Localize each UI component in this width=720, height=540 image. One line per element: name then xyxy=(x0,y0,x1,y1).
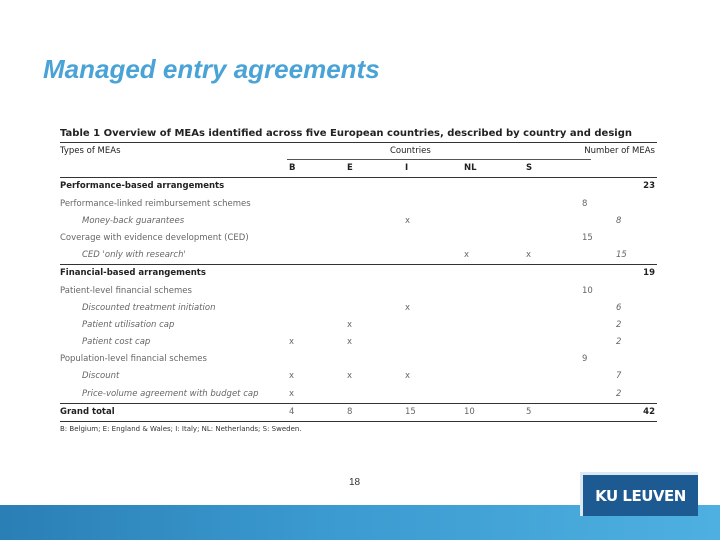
cell-b: 4 xyxy=(289,406,295,417)
table-row xyxy=(60,264,657,282)
table-row xyxy=(60,178,657,195)
header-e: E xyxy=(347,163,353,174)
row-label: Financial-based arrangements xyxy=(60,268,206,279)
cell-total: 42 xyxy=(643,406,655,417)
cell-count: 7 xyxy=(616,371,622,382)
table-row xyxy=(60,300,657,317)
row-label: Patient-level financial schemes xyxy=(60,285,192,296)
table-row xyxy=(60,213,657,230)
row-label: CED 'only with research' xyxy=(82,250,186,261)
header-countries: Countries xyxy=(390,146,431,156)
row-label: Coverage with evidence development (CED) xyxy=(60,232,249,243)
cell-e: x xyxy=(347,371,353,382)
row-label: Price-volume agreement with budget cap xyxy=(82,388,259,399)
cell-i: 15 xyxy=(405,406,416,417)
row-label: Grand total xyxy=(60,406,115,417)
cell-b: x xyxy=(289,371,295,382)
cell-total: 23 xyxy=(643,181,655,192)
slide-title: Managed entry agreements xyxy=(43,54,380,84)
row-label: Performance-linked reimbursement schemes xyxy=(60,198,251,209)
cell-i: x xyxy=(405,302,411,313)
header-s: S xyxy=(526,163,533,174)
table-row xyxy=(60,283,657,300)
cell-i: x xyxy=(405,371,411,382)
table-row xyxy=(60,196,657,213)
table-row xyxy=(60,368,657,385)
table-row xyxy=(60,403,657,422)
cell-count: 6 xyxy=(616,302,622,313)
cell-b: x xyxy=(289,388,295,399)
table-body xyxy=(60,143,657,422)
row-label: Discounted treatment initiation xyxy=(82,302,216,313)
cell-subtotal: 9 xyxy=(582,354,588,365)
cell-i: x xyxy=(405,215,411,226)
data-rows xyxy=(60,178,657,422)
header-number: Number of MEAs xyxy=(584,146,655,156)
table-row xyxy=(60,386,657,403)
row-label: Money-back guarantees xyxy=(82,215,185,226)
cell-subtotal: 10 xyxy=(582,285,593,296)
row-label: Patient utilisation cap xyxy=(82,319,175,330)
cell-e: 8 xyxy=(347,406,353,417)
mea-table xyxy=(60,128,657,433)
cell-nl: x xyxy=(464,250,470,261)
row-label: Patient cost cap xyxy=(82,337,151,348)
cell-b: x xyxy=(289,337,295,348)
header-types: Types of MEAs xyxy=(60,146,121,156)
header-i: I xyxy=(405,163,409,174)
table-caption: Table 1 Overview of MEAs identified across five European countries, described by country and design xyxy=(60,128,657,143)
ku-leuven-logo xyxy=(580,472,698,516)
table-row xyxy=(60,230,657,247)
table-row xyxy=(60,317,657,334)
table-footnote: B: Belgium; E: England & Wales; I: Italy; NL: Netherlands; S: Sweden. xyxy=(60,425,302,433)
cell-count: 15 xyxy=(616,250,627,261)
cell-e: x xyxy=(347,319,353,330)
cell-count: 2 xyxy=(616,319,622,330)
table-row xyxy=(60,334,657,351)
page-number: 18 xyxy=(349,477,361,488)
cell-count: 2 xyxy=(616,388,622,399)
cell-subtotal: 15 xyxy=(582,232,593,243)
cell-s: x xyxy=(526,250,532,261)
row-label: Performance-based arrangements xyxy=(60,181,225,192)
row-label: Population-level financial schemes xyxy=(60,354,207,365)
cell-s: 5 xyxy=(526,406,532,417)
table-header-row-2 xyxy=(60,160,657,178)
header-nl: NL xyxy=(464,163,477,174)
cell-e: x xyxy=(347,337,353,348)
cell-count: 8 xyxy=(616,215,622,226)
cell-nl: 10 xyxy=(464,406,475,417)
table-row xyxy=(60,247,657,264)
cell-total: 19 xyxy=(643,268,655,279)
logo-text: KU LEUVEN xyxy=(595,486,686,505)
table-header-row-1 xyxy=(60,143,657,160)
table-row xyxy=(60,351,657,368)
header-b: B xyxy=(289,163,296,174)
cell-count: 2 xyxy=(616,337,622,348)
row-label: Discount xyxy=(82,371,120,382)
cell-subtotal: 8 xyxy=(582,198,588,209)
